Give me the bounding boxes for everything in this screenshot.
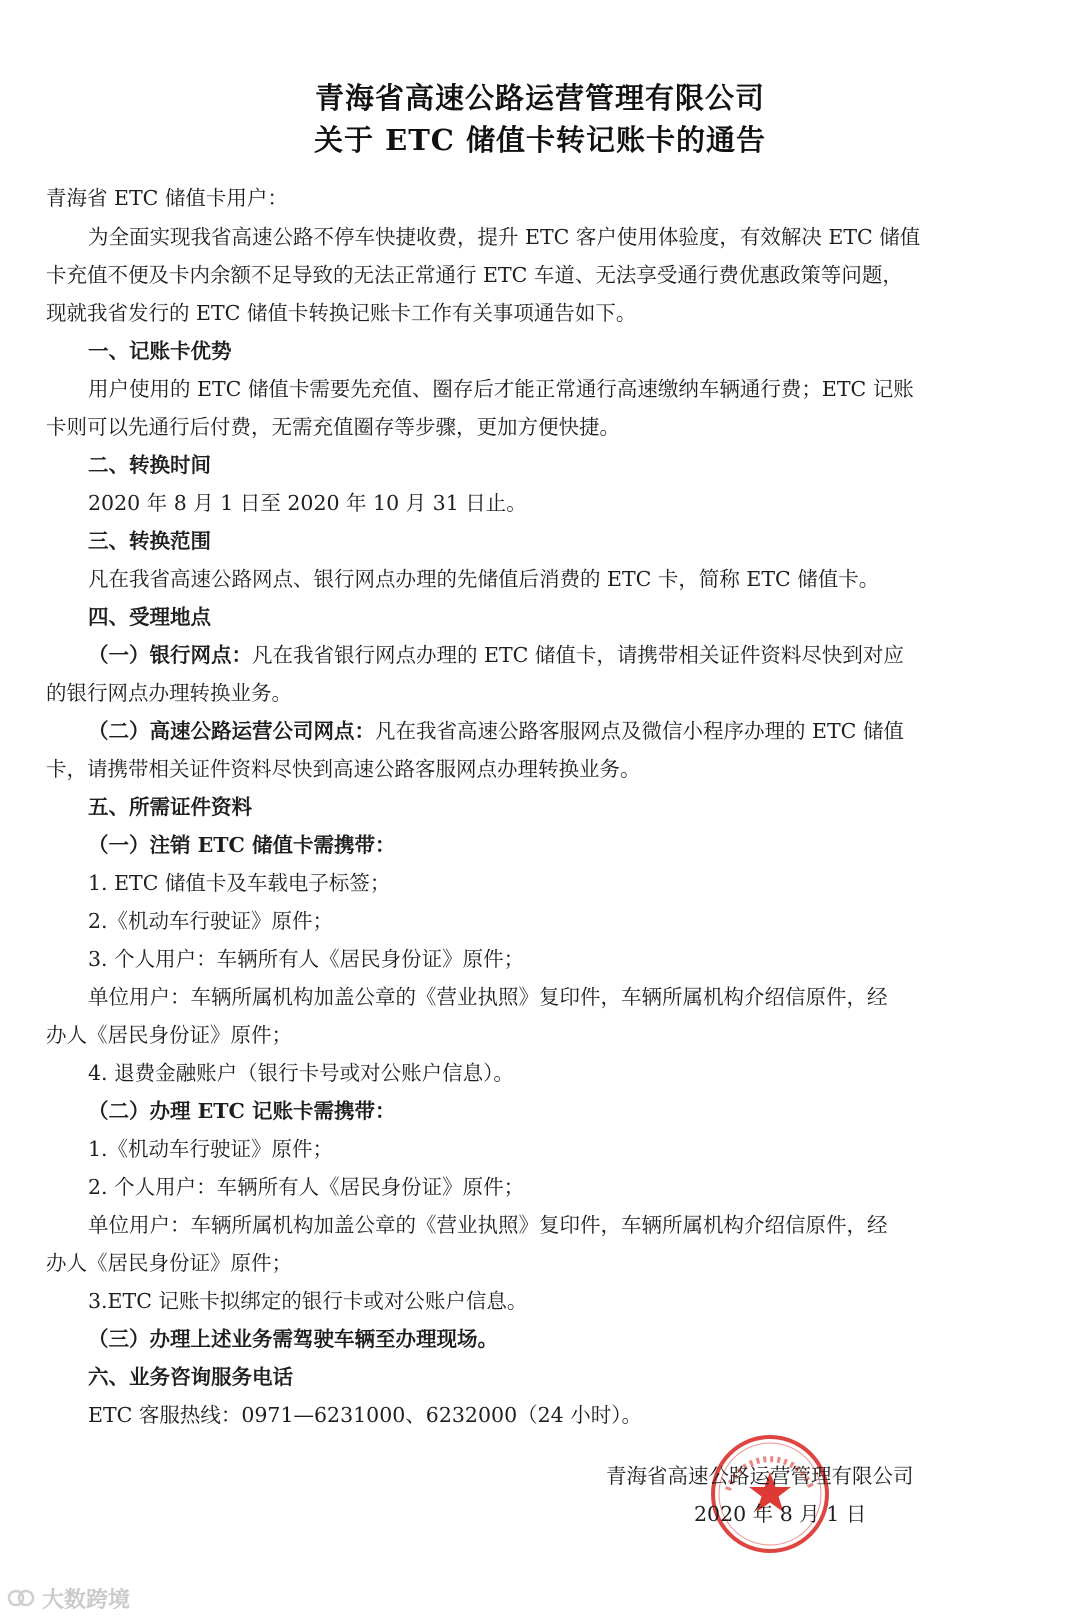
section-body-line: 卡，请携带相关证件资料尽快到高速公路客服网点办理转换业务。 — [46, 757, 641, 781]
list-item: 3. 个人用户：车辆所有人《居民身份证》原件； — [88, 947, 525, 971]
subsection-heading: （一）注销 ETC 储值卡需携带： — [88, 833, 396, 857]
section-heading: 五、所需证件资料 — [88, 795, 252, 819]
salutation: 青海省 ETC 储值卡用户： — [46, 186, 288, 210]
highway-outlet-label: （二）高速公路运营公司网点： — [88, 719, 375, 743]
notice-title-line1: 青海省高速公路运营管理有限公司 — [314, 81, 765, 115]
intro-line: 为全面实现我省高速公路不停车快捷收费，提升 ETC 客户使用体验度，有效解决 ETC 储值 — [88, 225, 921, 249]
section-body-line — [88, 719, 1006, 743]
intro-line: 现就我省发行的 ETC 储值卡转换记账卡工作有关事项通告如下。 — [46, 301, 637, 325]
list-item: 单位用户：车辆所属机构加盖公章的《营业执照》复印件，车辆所属机构介绍信原件，经 — [88, 1213, 888, 1237]
notice-title-line2: 关于 ETC 储值卡转记账卡的通告 — [314, 123, 766, 157]
section-body-line: 卡则可以先通行后付费，无需充值圈存等步骤，更加方便快捷。 — [46, 415, 620, 439]
section-body-line — [88, 643, 1006, 667]
bank-outlet-label: （一）银行网点： — [88, 643, 252, 667]
section-body-line: 2020 年 8 月 1 日至 2020 年 10 月 31 日止。 — [88, 491, 527, 515]
section-heading: 三、转换范围 — [88, 529, 211, 553]
list-item: 2. 个人用户：车辆所有人《居民身份证》原件； — [88, 1175, 525, 1199]
section-body-line: 用户使用的 ETC 储值卡需要先充值、圈存后才能正常通行高速缴纳车辆通行费；ETC 记账 — [88, 377, 914, 401]
subsection-heading: （二）办理 ETC 记账卡需携带： — [88, 1099, 396, 1123]
section-heading: 二、转换时间 — [88, 453, 211, 477]
list-item: 办人《居民身份证》原件； — [46, 1023, 292, 1047]
watermark-text: 大数跨境 — [42, 1587, 131, 1613]
list-item: 单位用户：车辆所属机构加盖公章的《营业执照》复印件，车辆所属机构介绍信原件，经 — [88, 985, 888, 1009]
list-item: 1. ETC 储值卡及车载电子标签； — [88, 871, 391, 895]
list-item: 1.《机动车行驶证》原件； — [88, 1137, 334, 1161]
list-item: 3.ETC 记账卡拟绑定的银行卡或对公账户信息。 — [88, 1289, 528, 1313]
section-body-line: 的银行网点办理转换业务。 — [46, 681, 292, 705]
list-item: 4. 退费金融账户（银行卡号或对公账户信息）。 — [88, 1061, 514, 1085]
hotline-text: ETC 客服热线：0971—6231000、6232000（24 小时）。 — [88, 1403, 642, 1427]
section-body-line: 凡在我省高速公路网点、银行网点办理的先储值后消费的 ETC 卡，简称 ETC 储值卡。 — [88, 567, 880, 591]
list-item: 2.《机动车行驶证》原件； — [88, 909, 334, 933]
signature-organization: 青海省高速公路运营管理有限公司 — [606, 1464, 914, 1488]
section-heading: 六、业务咨询服务电话 — [88, 1365, 293, 1389]
intro-line: 卡充值不便及卡内余额不足导致的无法正常通行 ETC 车道、无法享受通行费优惠政策等问题， — [46, 263, 903, 287]
bank-outlet-text: 凡在我省银行网点办理的 ETC 储值卡，请携带相关证件资料尽快到对应 — [252, 643, 904, 667]
section-heading: 一、记账卡优势 — [88, 339, 232, 363]
watermark-logo-icon — [6, 1586, 36, 1610]
watermark — [6, 1580, 130, 1616]
signature-date: 2020 年 8 月 1 日 — [694, 1502, 867, 1526]
list-item: 办人《居民身份证》原件； — [46, 1251, 292, 1275]
highway-outlet-text: 凡在我省高速公路客服网点及微信小程序办理的 ETC 储值 — [375, 719, 904, 743]
company-seal-icon — [708, 1432, 832, 1556]
subsection-heading: （三）办理上述业务需驾驶车辆至办理现场。 — [88, 1327, 498, 1351]
section-heading: 四、受理地点 — [88, 605, 211, 629]
